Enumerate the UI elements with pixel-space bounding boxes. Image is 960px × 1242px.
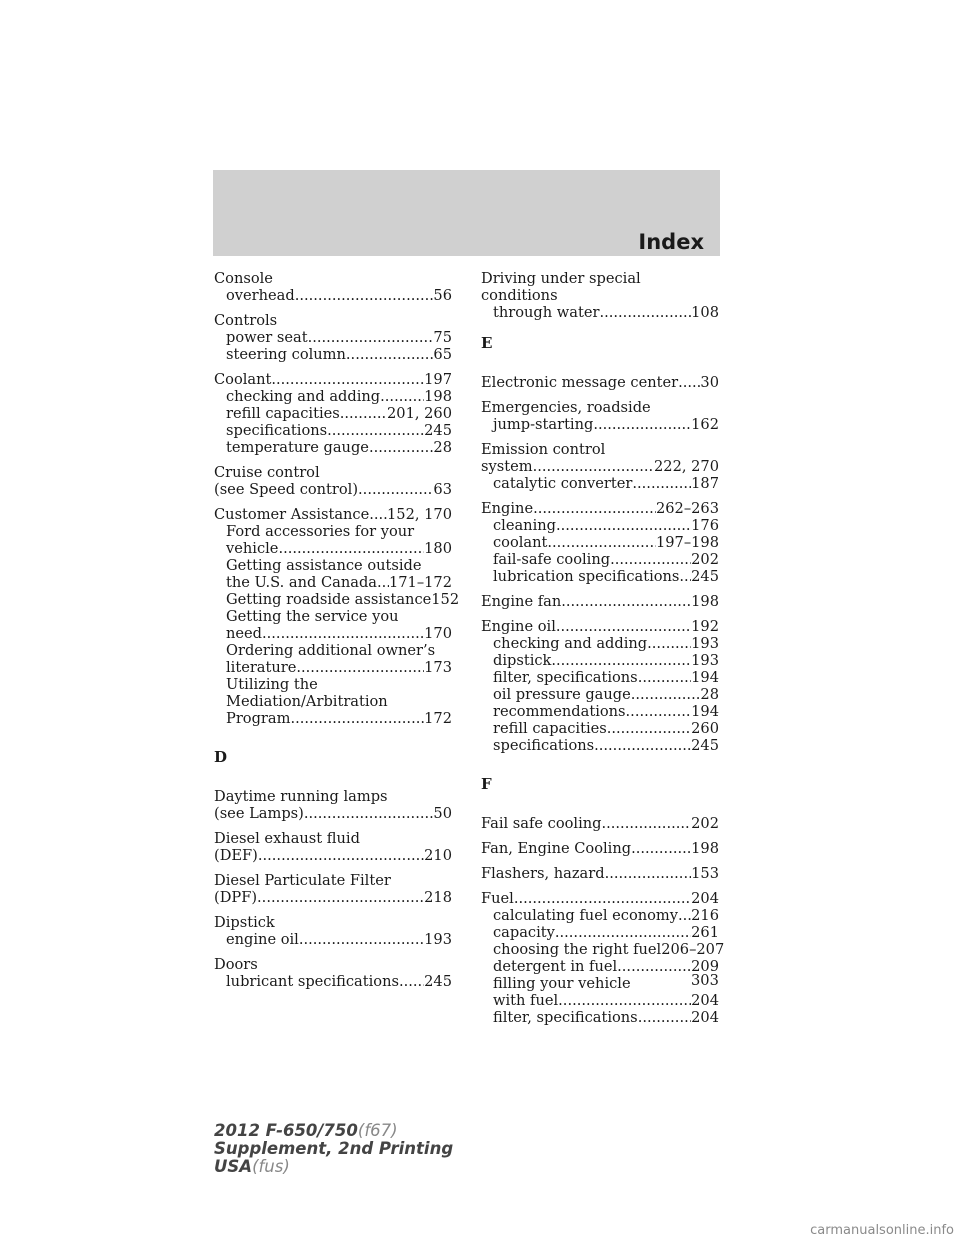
page-reference: 193 [424,931,452,948]
index-term: recommendations [493,703,626,720]
page-reference: 204 [691,1009,719,1026]
dot-leader [626,703,692,720]
index-line [481,992,719,1009]
section-title: Index [638,230,704,254]
index-entry [481,890,725,1026]
index-term: refill capacities [493,720,607,737]
page-reference: 218 [424,889,452,906]
index-term: the U.S. and Canada [226,574,377,591]
index-entry [214,506,460,727]
index-line [481,865,719,882]
page-reference: 201, 260 [387,405,452,422]
dot-leader [631,840,691,857]
dot-leader [533,458,654,475]
index-term: capacity [493,924,555,941]
page-reference: 209 [691,958,719,975]
page-reference: 260 [691,720,719,737]
index-line [481,924,719,941]
index-entry [481,270,719,321]
index-term: Ordering additional owner’s [226,642,436,659]
index-line [481,304,719,321]
index-term: fail-safe cooling [493,551,611,568]
index-line [481,686,719,703]
index-entry [214,788,452,822]
index-term: Engine oil [481,618,556,635]
index-line [481,534,719,551]
page-reference: 262–263 [655,500,719,517]
index-entry [214,830,452,864]
page-reference: 261 [691,924,719,941]
page-reference: 176 [691,517,719,534]
page-reference: 204 [691,890,719,907]
index-term: Cruise control [214,464,320,481]
dot-leader [296,659,424,676]
page-reference: 198 [424,388,452,405]
dot-leader [556,618,691,635]
index-term: overhead [226,287,295,304]
dot-leader [369,506,387,523]
index-term: Controls [214,312,278,329]
page-reference: 204 [691,992,719,1009]
index-line [214,889,452,906]
index-line [481,458,719,475]
index-term: Getting assistance outside [226,557,422,574]
page-reference: 173 [424,659,452,676]
index-line [214,574,452,591]
index-term: power seat [226,329,308,346]
index-term: choosing the right fuel [493,941,662,958]
index-line [481,635,719,652]
index-entry [481,593,719,610]
index-term: (see Lamps) [214,805,304,822]
page-reference: 245 [691,568,719,585]
page-reference: 153 [691,865,719,882]
index-term: (see Speed control) [214,481,359,498]
dot-leader [271,371,424,388]
index-line [481,669,719,686]
index-term: Daytime running lamps [214,788,388,805]
dot-leader [594,737,691,754]
index-entry [214,371,452,456]
page-reference: 28 [700,686,719,703]
page-reference: 28 [433,439,452,456]
dot-leader [561,593,691,610]
index-term: with fuel [493,992,559,1009]
index-line [214,346,452,363]
index-term: dipstick [493,652,552,669]
index-term: Getting the service you [226,608,399,625]
index-term: Ford accessories for your [226,523,415,540]
dot-leader [258,847,424,864]
index-term: detergent in fuel [493,958,618,975]
page-reference: 206–207 [661,941,725,958]
index-term: Doors [214,956,258,973]
index-term: Flashers, hazard [481,865,605,882]
dot-leader [617,958,691,975]
index-term: coolant [493,534,548,551]
page-reference: 56 [433,287,452,304]
index-line [481,737,719,754]
index-line [481,941,725,958]
index-line [481,475,719,492]
index-line [214,710,452,727]
footer-print-info [214,1122,453,1176]
dot-leader [308,329,434,346]
index-term: literature [226,659,297,676]
index-entry [481,441,719,492]
index-entry [481,865,719,882]
index-line [481,568,719,585]
dot-leader [295,287,434,304]
index-term: Coolant [214,371,272,388]
index-line [214,659,452,676]
dot-leader [599,304,691,321]
dot-leader [638,669,691,686]
index-line [481,840,719,857]
dot-leader [547,534,656,551]
index-entry [214,956,452,990]
page-reference: 170 [424,625,452,642]
page-reference: 198 [691,840,719,857]
letter-heading: D [214,748,228,766]
dot-leader [638,1009,691,1026]
page-reference: 194 [691,703,719,720]
page-reference: 30 [700,374,719,391]
index-line [214,422,452,439]
index-line [214,805,452,822]
index-line [481,652,719,669]
index-line [214,439,452,456]
dot-leader [607,720,691,737]
index-column-right [481,270,725,1034]
index-entry [481,374,719,391]
dot-leader [602,815,692,832]
index-term: Fuel [481,890,514,907]
page-reference: 187 [691,475,719,492]
dot-leader [631,686,701,703]
page-reference: 202 [691,815,719,832]
index-line [214,506,452,523]
page-reference: 194 [691,669,719,686]
page-reference: 202 [691,551,719,568]
index-term: Program [226,710,291,727]
page-reference: 245 [691,737,719,754]
index-line [481,416,719,433]
dot-leader [327,422,424,439]
index-term: need [226,625,263,642]
footer-line-region: USA(fus) [214,1157,290,1176]
index-line [481,593,719,610]
index-column-left [214,270,460,998]
page-reference: 108 [691,304,719,321]
index-entry [481,815,719,832]
index-line [481,374,719,391]
dot-leader [558,992,691,1009]
page-reference: 192 [691,618,719,635]
index-term: Diesel Particulate Filter [214,872,391,889]
index-entry [214,914,452,948]
dot-leader [533,500,656,517]
dot-leader [304,805,434,822]
index-line [214,847,452,864]
index-line [214,371,452,388]
index-term: Engine fan [481,593,562,610]
page-reference: 216 [691,907,719,924]
dot-leader [399,973,424,990]
index-term: filling your vehicle [493,975,631,992]
index-line [214,329,452,346]
index-line [214,540,452,557]
index-term: engine oil [226,931,299,948]
index-term: temperature gauge [226,439,369,456]
index-term: specifications [226,422,328,439]
index-line [481,815,719,832]
index-term: Emergencies, roadside [481,399,651,416]
index-line [214,405,452,422]
watermark: carmanualsonline.info [810,1223,954,1238]
index-term: Mediation/Arbitration [226,693,388,710]
dot-leader [257,889,424,906]
letter-heading: E [481,334,493,352]
dot-leader [647,635,691,652]
page-reference: 172 [424,710,452,727]
dot-leader [278,540,424,557]
index-line [214,591,460,608]
index-entry [481,399,719,433]
index-term: cleaning [493,517,556,534]
index-entry [214,464,452,498]
index-line [481,958,719,975]
index-line [214,625,452,642]
index-term: lubrication specifications [493,568,680,585]
letter-heading: F [481,775,492,793]
page-reference: 245 [424,422,452,439]
page-reference: 197 [424,371,452,388]
index-line [214,931,452,948]
page-reference: 210 [424,847,452,864]
dot-leader [346,346,434,363]
page-reference: 63 [433,481,452,498]
page-reference: 198 [691,593,719,610]
page-reference: 193 [691,635,719,652]
page-number: 303 [691,972,719,989]
index-line [214,388,452,405]
dot-leader [299,931,424,948]
index-line [481,517,719,534]
index-term: refill capacities [226,405,340,422]
index-term: filter, specifications [493,669,638,686]
page-reference: 152 [431,591,460,608]
dot-leader [679,568,691,585]
page-reference: 162 [691,416,719,433]
index-term: specifications [493,737,595,754]
index-term: Driving under special [481,270,641,287]
dot-leader [593,416,691,433]
dot-leader [290,710,424,727]
index-term: Fan, Engine Cooling [481,840,632,857]
page-reference: 180 [424,540,452,557]
page-reference: 193 [691,652,719,669]
page-reference: 245 [424,973,452,990]
index-term: Dipstick [214,914,275,931]
index-entry [481,840,719,857]
index-term: Electronic message center [481,374,679,391]
dot-leader [369,439,433,456]
index-line [214,287,452,304]
dot-leader [514,890,691,907]
index-term: Console [214,270,273,287]
index-line [214,973,452,990]
page-reference: 197–198 [655,534,719,551]
index-entry [481,618,719,754]
page-reference: 75 [433,329,452,346]
page-reference: 152, 170 [387,506,452,523]
index-term: checking and adding [493,635,648,652]
index-entry [214,270,452,304]
index-term: vehicle [226,540,279,557]
footer-line-printing: Supplement, 2nd Printing [214,1139,454,1158]
index-term: Customer Assistance [214,506,370,523]
dot-leader [678,374,700,391]
index-entry [481,500,719,585]
dot-leader [605,865,692,882]
index-line [481,500,719,517]
footer-line-model: 2012 F-650/750(f67) [214,1121,398,1140]
index-term: Utilizing the [226,676,318,693]
dot-leader [358,481,433,498]
dot-leader [678,907,691,924]
index-entry [214,312,452,363]
index-line [481,890,719,907]
index-term: checking and adding [226,388,381,405]
index-line [481,907,719,924]
index-term: calculating fuel economy [493,907,679,924]
index-term: Emission control [481,441,606,458]
index-term: steering column [226,346,346,363]
index-term: Fail safe cooling [481,815,602,832]
dot-leader [555,924,691,941]
index-term: through water [493,304,600,321]
index-term: jump-starting [493,416,594,433]
dot-leader [556,517,691,534]
index-term: conditions [481,287,558,304]
index-entry [214,872,452,906]
dot-leader [610,551,691,568]
header-band [213,170,720,256]
index-term: filter, specifications [493,1009,638,1026]
index-line [481,720,719,737]
page-reference: 50 [433,805,452,822]
index-term: Engine [481,500,534,517]
index-term: catalytic converter [493,475,633,492]
index-term: Diesel exhaust fluid [214,830,360,847]
index-term: oil pressure gauge [493,686,631,703]
dot-leader [340,405,387,422]
dot-leader [632,475,691,492]
dot-leader [551,652,691,669]
index-term: lubricant specifications [226,973,399,990]
page-reference: 171–172 [388,574,452,591]
page-reference: 65 [433,346,452,363]
index-line [481,703,719,720]
index-line [481,1009,719,1026]
index-line [481,551,719,568]
dot-leader [380,388,424,405]
dot-leader [262,625,424,642]
index-term: Getting roadside assistance [226,591,432,608]
dot-leader [377,574,389,591]
index-line [481,618,719,635]
index-line [214,481,452,498]
index-term: (DEF) [214,847,258,864]
index-term: (DPF) [214,889,258,906]
index-term: system [481,458,533,475]
page-reference: 222, 270 [654,458,719,475]
